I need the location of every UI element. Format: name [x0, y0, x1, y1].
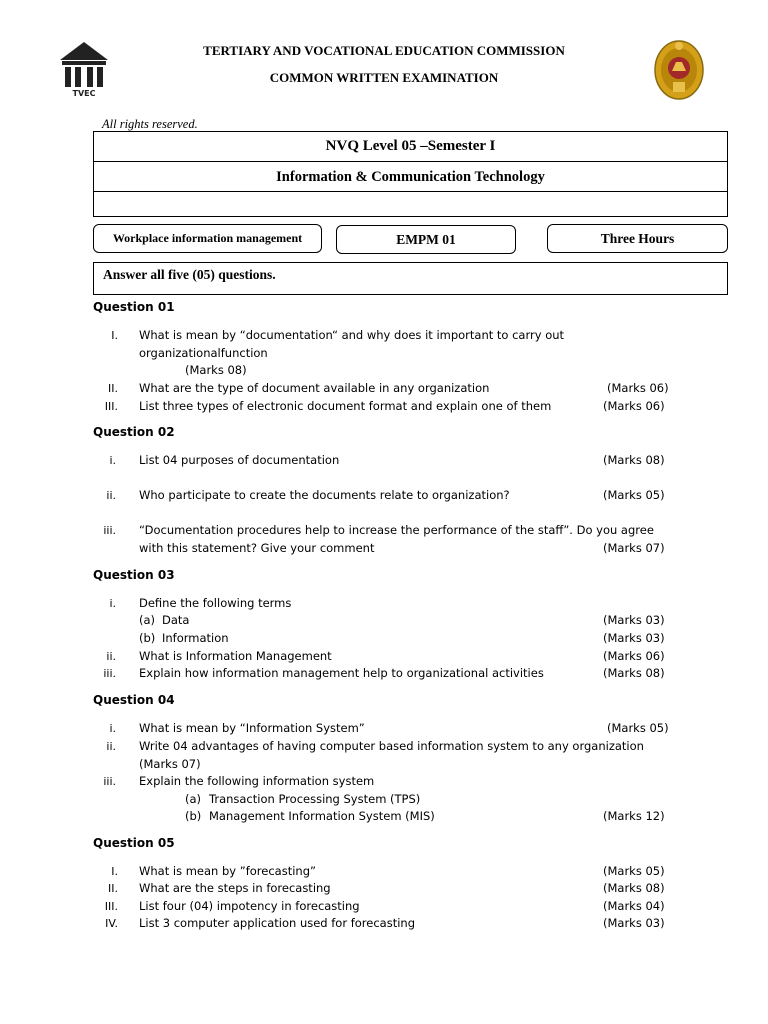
marks: (Marks 03)	[603, 916, 665, 930]
question-text: List three types of electronic document format and explain one of them	[139, 399, 552, 413]
marks: (Marks 06)	[607, 381, 669, 395]
question-text: “Documentation procedures help to increase the performance of the staff”. Do you agree	[139, 523, 654, 537]
question-text: List four (04) impotency in forecasting	[139, 899, 360, 913]
question-text: What is Information Management	[139, 649, 332, 663]
marks: (Marks 12)	[603, 809, 665, 823]
item-number: ii.	[106, 740, 116, 753]
duration-label: Three Hours	[600, 230, 675, 246]
marks: (Marks 04)	[603, 899, 665, 913]
marks: (Marks 08)	[185, 363, 247, 377]
item-number: III.	[104, 400, 118, 413]
question-text: Information	[162, 631, 229, 645]
item-number: III.	[104, 900, 118, 913]
marks: (Marks 05)	[603, 864, 665, 878]
item-number: ii.	[106, 650, 116, 663]
item-number: iii.	[103, 667, 116, 680]
marks: (Marks 08)	[603, 881, 665, 895]
marks: (Marks 06)	[603, 649, 665, 663]
title-box	[93, 131, 728, 217]
sub-label: (a)	[185, 792, 202, 806]
rights-notice: All rights reserved.	[102, 117, 198, 131]
item-number: iii.	[103, 524, 116, 537]
question-text: Explain how information management help to organizational activities	[139, 666, 544, 680]
marks: (Marks 03)	[603, 613, 665, 627]
question-text: What are the type of document available in any organization	[139, 381, 490, 395]
instruction-box	[93, 262, 728, 295]
question-text: Management Information System (MIS)	[209, 809, 435, 823]
module-code-label: EMPM 01	[396, 231, 456, 247]
marks: (Marks 08)	[603, 453, 665, 467]
item-number: II.	[108, 882, 118, 895]
item-number: II.	[108, 382, 118, 395]
marks: (Marks 07)	[603, 541, 665, 555]
question-text: Define the following terms	[139, 596, 292, 610]
marks: (Marks 03)	[603, 631, 665, 645]
item-number: I.	[111, 865, 118, 878]
item-number: iii.	[103, 775, 116, 788]
question-text: Write 04 advantages of having computer based information system to any organization	[139, 739, 644, 753]
item-number: IV.	[105, 917, 118, 930]
item-number: i.	[109, 454, 116, 467]
question-heading: Question 05	[93, 836, 175, 850]
module-code	[336, 225, 516, 254]
question-text: List 3 computer application used for forecasting	[139, 916, 416, 930]
item-number: i.	[109, 597, 116, 610]
question-text: Data	[162, 613, 190, 627]
question-heading: Question 02	[93, 425, 175, 439]
exam-title: COMMON WRITTEN EXAMINATION	[269, 70, 499, 85]
question-text: organizationalfunction	[139, 346, 268, 360]
sub-label: (b)	[185, 809, 202, 823]
subject-title: Information & Communication Technology	[276, 169, 545, 185]
marks: (Marks 06)	[603, 399, 665, 413]
instruction-text: Answer all five (05) questions.	[103, 267, 276, 282]
question-heading: Question 03	[93, 568, 175, 582]
marks: (Marks 05)	[607, 721, 669, 735]
svg-text:TVEC: TVEC	[72, 89, 96, 98]
question-text: List 04 purposes of documentation	[139, 453, 340, 467]
sub-label: (b)	[139, 631, 156, 645]
duration	[547, 224, 728, 253]
marks: (Marks 07)	[139, 757, 201, 771]
question-text: Explain the following information system	[139, 774, 375, 788]
item-number: i.	[109, 722, 116, 735]
sub-label: (a)	[139, 613, 156, 627]
level-title: NVQ Level 05 –Semester I	[325, 138, 496, 154]
question-heading: Question 04	[93, 693, 175, 707]
item-number: I.	[111, 329, 118, 342]
question-text: What are the steps in forecasting	[139, 881, 331, 895]
question-text: Transaction Processing System (TPS)	[209, 792, 421, 806]
module-name	[93, 224, 322, 253]
question-text: What is mean by “Information System”	[139, 721, 365, 735]
marks: (Marks 05)	[603, 488, 665, 502]
org-title: TERTIARY AND VOCATIONAL EDUCATION COMMISSION	[203, 43, 565, 58]
question-text: with this statement? Give your comment	[139, 541, 375, 555]
item-number: ii.	[106, 489, 116, 502]
question-text: Who participate to create the documents relate to organization?	[139, 488, 510, 502]
question-text: What is mean by ”forecasting”	[139, 864, 316, 878]
marks: (Marks 08)	[603, 666, 665, 680]
module-name-label: Workplace information management	[112, 231, 303, 245]
question-heading: Question 01	[93, 300, 175, 314]
question-text: What is mean by “documentation“ and why does it important to carry out	[139, 328, 565, 342]
